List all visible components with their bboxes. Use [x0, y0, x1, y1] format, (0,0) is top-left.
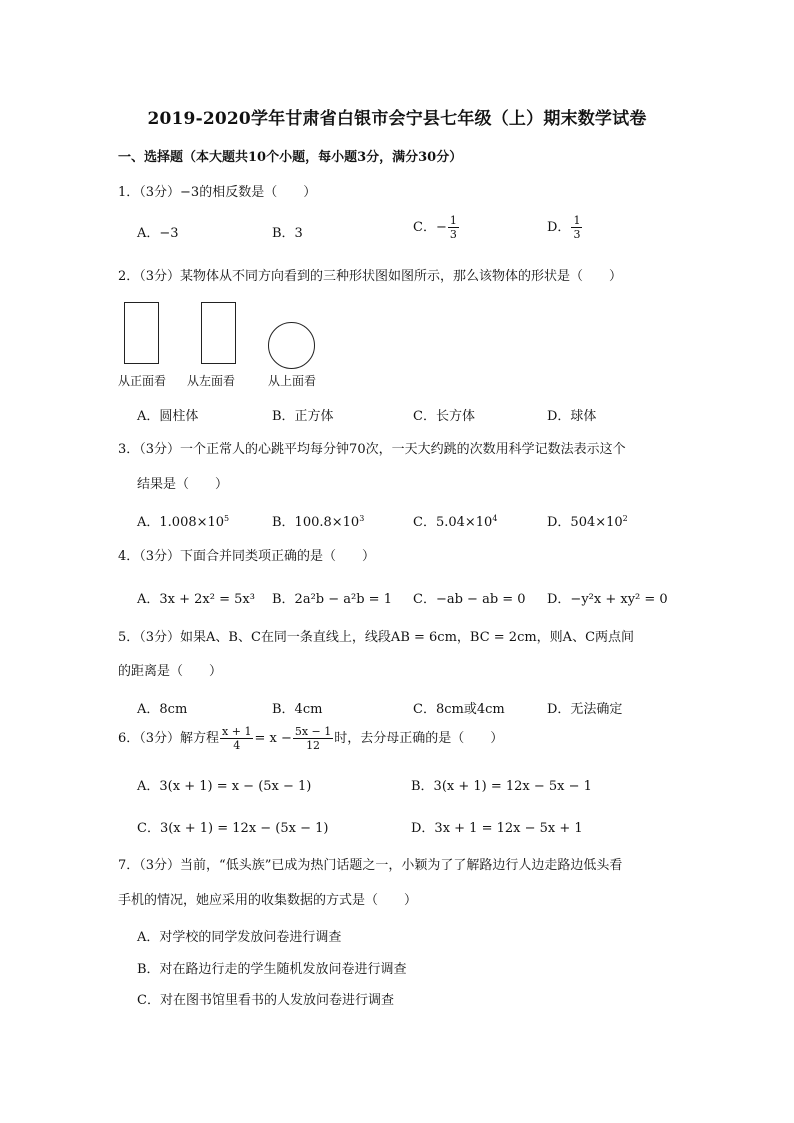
q1-option-c-fraction: [448, 214, 459, 241]
top-view-circle: [268, 322, 315, 369]
question-6-prefix: 6．（3分）解方程: [118, 731, 220, 746]
q5-option-d: D．无法确定: [547, 702, 623, 717]
q3-option-b-base: B．100.8×10: [272, 515, 360, 530]
q3-option-c-base: C．5.04×10: [413, 515, 493, 530]
front-view-caption: 从正面看: [118, 374, 167, 388]
q6-fraction-2: [293, 725, 333, 752]
q3-option-a: [137, 511, 229, 530]
fraction-denominator: 12: [306, 739, 321, 752]
question-3-stem-line1: 3．（3分）一个正常人的心跳平均每分钟70次，一天大约跳的次数用科学记数法表示这个: [118, 442, 626, 457]
q4-option-a: A．3x + 2x² = 5x³: [137, 592, 255, 607]
q6-option-b: B．3(x + 1) = 12x − 5x − 1: [411, 779, 592, 794]
q2-option-d: D．球体: [547, 409, 597, 424]
q1-option-c: [413, 214, 460, 241]
q3-option-d-base: D．504×10: [547, 515, 623, 530]
q6-fraction-1: [220, 725, 253, 752]
question-7-stem-line2: 手机的情况，她应采用的收集数据的方式是（ ）: [118, 893, 418, 908]
question-1-stem: 1．（3分）−3的相反数是（ ）: [118, 185, 317, 200]
q4-option-c: C．−ab − ab = 0: [413, 592, 526, 607]
question-3-stem-line2: 结果是（ ）: [137, 477, 229, 492]
q4-option-d: D．−y²x + xy² = 0: [547, 592, 668, 607]
q3-option-c-exponent: 4: [492, 514, 498, 523]
fraction-numerator: x + 1: [222, 725, 252, 738]
q1-option-a: A．−3: [137, 226, 179, 241]
q3-option-b: [272, 511, 364, 530]
section-heading: 一、选择题（本大题共10个小题，每小题3分，满分30分）: [118, 150, 463, 165]
question-6-stem: [118, 725, 503, 752]
q6-option-c: C．3(x + 1) = 12x − (5x − 1): [137, 821, 329, 836]
q1-option-d-prefix: D．: [547, 220, 571, 235]
question-4-stem: 4．（3分）下面合并同类项正确的是（ ）: [118, 549, 376, 564]
question-7-stem-line1: 7．（3分）当前，“低头族”已成为热门话题之一，小颖为了了解路边行人边走路边低头看: [118, 858, 623, 873]
q1-option-b: B．3: [272, 226, 303, 241]
top-view-caption: 从上面看: [268, 374, 317, 388]
question-6-middle: = x −: [254, 731, 292, 746]
question-6-suffix: 时，去分母正确的是（ ）: [334, 731, 504, 746]
q5-option-c: C．8cm或4cm: [413, 702, 505, 717]
front-view-rectangle: [124, 302, 159, 364]
fraction-denominator: 3: [573, 228, 581, 241]
fraction-denominator: 3: [449, 228, 457, 241]
q3-option-a-base: A．1.008×10: [137, 515, 225, 530]
q2-option-b: B．正方体: [272, 409, 334, 424]
q3-option-b-exponent: 3: [359, 514, 365, 523]
q6-option-d: D．3x + 1 = 12x − 5x + 1: [411, 821, 583, 836]
q5-option-b: B．4cm: [272, 702, 323, 717]
question-2-stem: 2．（3分）某物体从不同方向看到的三种形状图如图所示，那么该物体的形状是（ ）: [118, 269, 623, 284]
q2-option-a: A．圆柱体: [137, 409, 199, 424]
question-5-stem-line2: 的距离是（ ）: [118, 664, 223, 679]
fraction-denominator: 4: [233, 739, 241, 752]
q5-option-a: A．8cm: [137, 702, 188, 717]
question-5-stem-line1: 5．（3分）如果A、B、C在同一条直线上，线段AB = 6cm，BC = 2cm，则A、C两点间: [118, 630, 635, 645]
q7-option-c: C．对在图书馆里看书的人发放问卷进行调查: [137, 993, 394, 1008]
left-view-rectangle: [201, 302, 236, 364]
q4-option-b: B．2a²b − a²b = 1: [272, 592, 392, 607]
q2-option-c: C．长方体: [413, 409, 475, 424]
q6-option-a: A．3(x + 1) = x − (5x − 1): [137, 779, 312, 794]
q1-option-c-prefix: C．−: [413, 220, 447, 235]
q3-option-d: [547, 511, 628, 530]
q7-option-a: A．对学校的同学发放问卷进行调查: [137, 930, 342, 945]
q3-option-c: [413, 511, 497, 530]
q3-option-d-exponent: 2: [622, 514, 628, 523]
q1-option-d-fraction: [571, 214, 582, 241]
q1-option-d: [547, 214, 583, 241]
q7-option-b: B．对在路边行走的学生随机发放问卷进行调查: [137, 962, 407, 977]
fraction-numerator: 5x − 1: [294, 725, 332, 738]
q3-option-a-exponent: 5: [224, 514, 230, 523]
left-view-caption: 从左面看: [187, 374, 236, 388]
fraction-numerator: 1: [573, 214, 581, 227]
fraction-numerator: 1: [449, 214, 457, 227]
page-title: 2019-2020学年甘肃省白银市会宁县七年级（上）期末数学试卷: [147, 109, 647, 129]
